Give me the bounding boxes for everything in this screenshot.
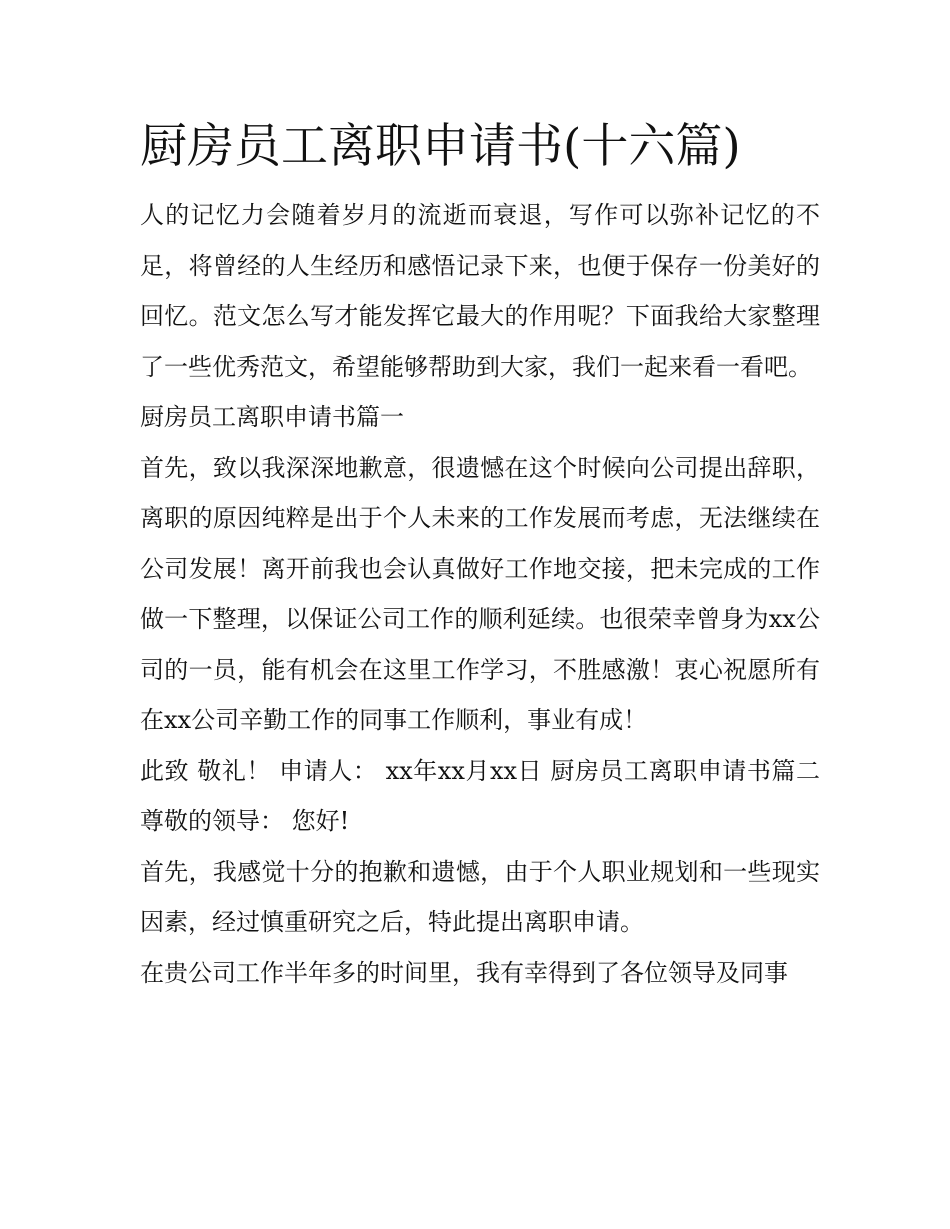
body-paragraph: 首先，致以我深深地歉意，很遗憾在这个时候向公司提出辞职，离职的原因纯粹是出于个人未来的工作发展而考虑，无法继续在公司发展！离开前我也会认真做好工作地交接，把未完成的工作做一下整理，以保证公司工作的顺利延续。也很荣幸曾身为xx公司的一员，能有机会在这里工作学习，不胜感激！衷心祝愿所有在xx公司辛勤工作的同事工作顺利，事业有成！	[140, 453, 820, 734]
section-heading-1: 厨房员工离职申请书篇一	[140, 403, 404, 431]
body-paragraph: 在贵公司工作半年多的时间里，我有幸得到了各位领导及同事	[140, 958, 788, 987]
document-title: 厨房员工离职申请书(十六篇)	[140, 119, 741, 174]
closing-paragraph: 此致 敬礼！ 申请人： xx年xx月xx日 厨房员工离职申请书篇二 尊敬的领导： 您好!	[140, 756, 820, 835]
intro-paragraph: 人的记忆力会随着岁月的流逝而衰退，写作可以弥补记忆的不足，将曾经的人生经历和感悟记录下来，也便于保存一份美好的回忆。范文怎么写才能发挥它最大的作用呢？下面我给大家整理了一些优秀范文，希望能够帮助到大家，我们一起来看一看吧。	[140, 201, 820, 381]
document-body	[140, 112, 820, 998]
body-paragraph: 首先，我感觉十分的抱歉和遗憾，由于个人职业规划和一些现实因素，经过慎重研究之后，特此提出离职申请。	[140, 857, 820, 936]
